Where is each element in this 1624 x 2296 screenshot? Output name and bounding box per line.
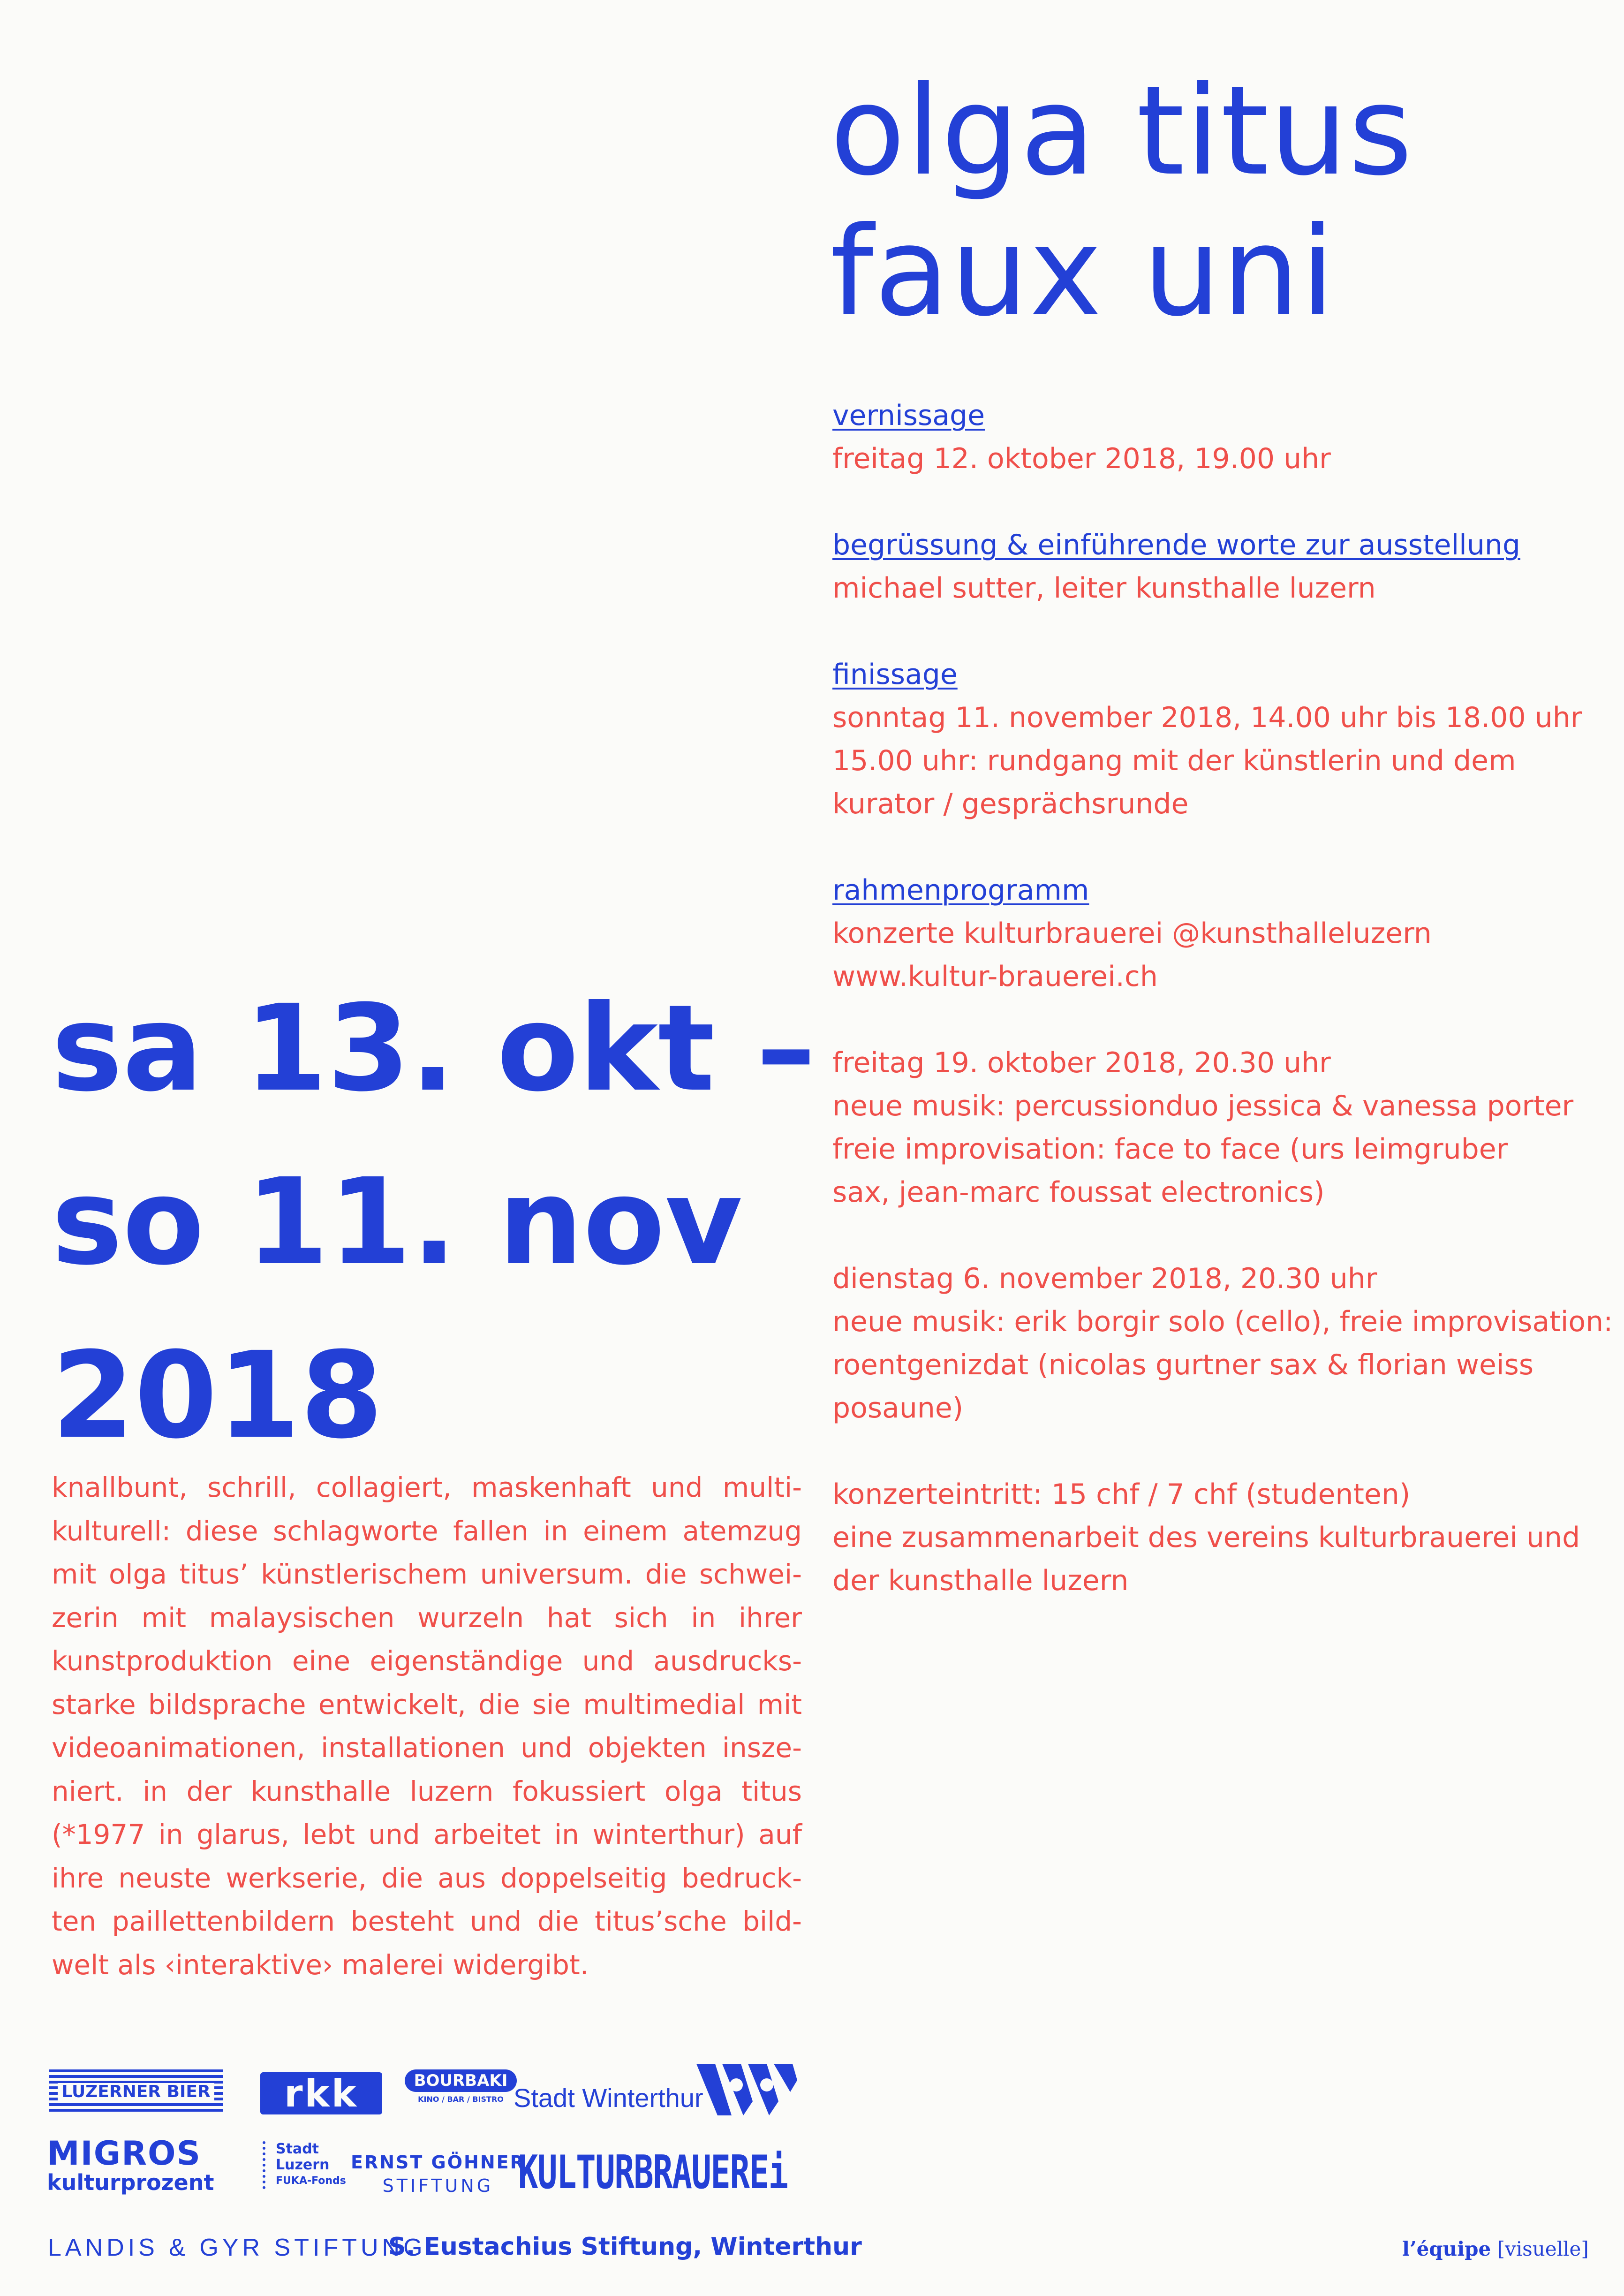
rahmenprogramm-block xyxy=(832,869,1601,998)
rahmenprogramm-link: www.kultur-brauerei.ch xyxy=(832,960,1158,993)
stiftung-text: STIFTUNG xyxy=(382,2175,494,2196)
exhibition-title xyxy=(830,61,1604,342)
fuka-fonds-text: FUKA-Fonds xyxy=(276,2175,346,2187)
date-start: sa 13. okt – xyxy=(52,979,816,1118)
finissage-block xyxy=(832,653,1601,826)
equipe-visuelle-credit xyxy=(1402,2237,1589,2260)
konzert2-block xyxy=(832,1257,1613,1430)
description-line: zerin mit malaysischen wurzeln hat sich in ihrer xyxy=(52,1601,802,1634)
stadt-luzern-text: Stadt xyxy=(276,2141,319,2157)
exhibition-dates xyxy=(52,962,825,1482)
description-line: mit olga titus’ künstlerischem universum. die schwei- xyxy=(52,1558,802,1590)
konzert1-line: sax, jean-marc foussat electronics) xyxy=(832,1176,1325,1209)
bourbaki-sub: KINO / BAR / BISTRO xyxy=(418,2095,504,2104)
ernst-goehner-stiftung-logo xyxy=(351,2151,525,2197)
konzert2-line: posaune) xyxy=(832,1392,964,1425)
date-year: 2018 xyxy=(52,1326,383,1465)
landis-gyr-stiftung-logo xyxy=(48,2234,426,2262)
kulturbrauerei-logo xyxy=(518,2146,788,2199)
rkk-text: rkk xyxy=(284,2071,358,2115)
eintritt-line: eine zusammenarbeit des vereins kulturbrauerei und xyxy=(832,1521,1580,1554)
description-line: welt als ‹interaktive› malerei widergibt. xyxy=(52,1948,589,1981)
begruessung-block xyxy=(832,523,1601,610)
migros-kulturprozent-logo xyxy=(47,2134,214,2197)
goehner-text: ERNST GÖHNER xyxy=(351,2152,525,2173)
vernissage-line: freitag 12. oktober 2018, 19.00 uhr xyxy=(832,442,1331,475)
luzerner-bier-logo xyxy=(49,2069,223,2114)
rahmenprogramm-line: konzerte kulturbrauerei @kunsthalleluzern xyxy=(832,917,1432,950)
description-line: ihre neuste werkserie, die aus doppelseitig bedruck- xyxy=(52,1862,802,1894)
visuelle-text: [visuelle] xyxy=(1497,2237,1589,2260)
finissage-line: kurator / gesprächsrunde xyxy=(832,788,1189,820)
title-exhibition: faux uni xyxy=(830,200,1336,343)
konzert1-line: neue musik: percussionduo jessica & vanessa porter xyxy=(832,1090,1574,1122)
konzert1-block xyxy=(832,1041,1601,1214)
description-line: niert. in der kunsthalle luzern fokussiert olga titus xyxy=(52,1775,802,1807)
finissage-heading: finissage xyxy=(832,658,958,691)
vernissage-heading: vernissage xyxy=(832,399,985,432)
description-text xyxy=(52,1466,802,1986)
kulturprozent-text: kulturprozent xyxy=(47,2170,214,2195)
eintritt-block xyxy=(832,1473,1601,1602)
eintritt-line: konzerteintritt: 15 chf / 7 chf (studenten) xyxy=(832,1478,1411,1511)
eustachius-stiftung-logo xyxy=(388,2233,862,2261)
stadt-winterthur-text: Stadt Winterthur xyxy=(514,2083,703,2113)
luzerner-bier-text: LUZERNER BIER xyxy=(58,2083,214,2101)
winterthur-lion-icon xyxy=(696,2064,797,2115)
stadt-winterthur-logo xyxy=(514,2083,703,2113)
migros-text: MIGROS xyxy=(47,2134,201,2173)
landis-gyr-text: LANDIS & GYR STIFTUNG xyxy=(48,2234,426,2261)
description-line: kulturell: diese schlagworte fallen in einem atemzug xyxy=(52,1515,802,1547)
finissage-line: sonntag 11. november 2018, 14.00 uhr bis 18.00 uhr xyxy=(832,701,1582,734)
finissage-line: 15.00 uhr: rundgang mit der künstlerin und dem xyxy=(832,744,1516,777)
kulturbrauerei-text: KULTURBRAUEREi xyxy=(518,2146,788,2199)
eintritt-line: der kunsthalle luzern xyxy=(832,1564,1129,1597)
konzert2-line: dienstag 6. november 2018, 20.30 uhr xyxy=(832,1262,1377,1295)
program-column xyxy=(832,394,1613,1645)
stadt-luzern-logo xyxy=(263,2141,346,2189)
konzert1-line: freie improvisation: face to face (urs leimgruber xyxy=(832,1133,1508,1166)
stadt-luzern-text: Luzern xyxy=(276,2157,330,2173)
description-line: kunstproduktion eine eigenständige und ausdrucks- xyxy=(52,1645,802,1677)
konzert2-line: roentgenizdat (nicolas gurtner sax & florian weiss xyxy=(832,1349,1534,1381)
description-line: (*1977 in glarus, lebt und arbeitet in winterthur) auf xyxy=(52,1819,802,1850)
bourbaki-logo xyxy=(414,2069,508,2116)
equipe-text: l’équipe xyxy=(1402,2237,1491,2260)
begruessung-heading: begrüssung & einführende worte zur ausstellung xyxy=(832,529,1520,561)
rkk-logo xyxy=(260,2072,382,2114)
vernissage-block xyxy=(832,394,1601,480)
bourbaki-text: BOURBAKI xyxy=(405,2069,517,2092)
title-artist: olga titus xyxy=(830,60,1414,203)
rahmenprogramm-heading: rahmenprogramm xyxy=(832,874,1089,907)
begruessung-line: michael sutter, leiter kunsthalle luzern xyxy=(832,572,1376,605)
description-line: knallbunt, schrill, collagiert, maskenhaft und multi- xyxy=(52,1471,802,1503)
description-line: starke bildsprache entwickelt, die sie multimedial mit xyxy=(52,1688,802,1720)
description-line: ten paillettenbildern besteht und die titus’sche bild- xyxy=(52,1905,802,1937)
eustachius-text: S. Eustachius Stiftung, Winterthur xyxy=(388,2233,862,2261)
date-end: so 11. nov xyxy=(52,1152,743,1291)
konzert2-line: neue musik: erik borgir solo (cello), freie improvisation: xyxy=(832,1305,1613,1338)
konzert1-line: freitag 19. oktober 2018, 20.30 uhr xyxy=(832,1046,1331,1079)
description-line: videoanimationen, installationen und objekten insze- xyxy=(52,1732,802,1764)
